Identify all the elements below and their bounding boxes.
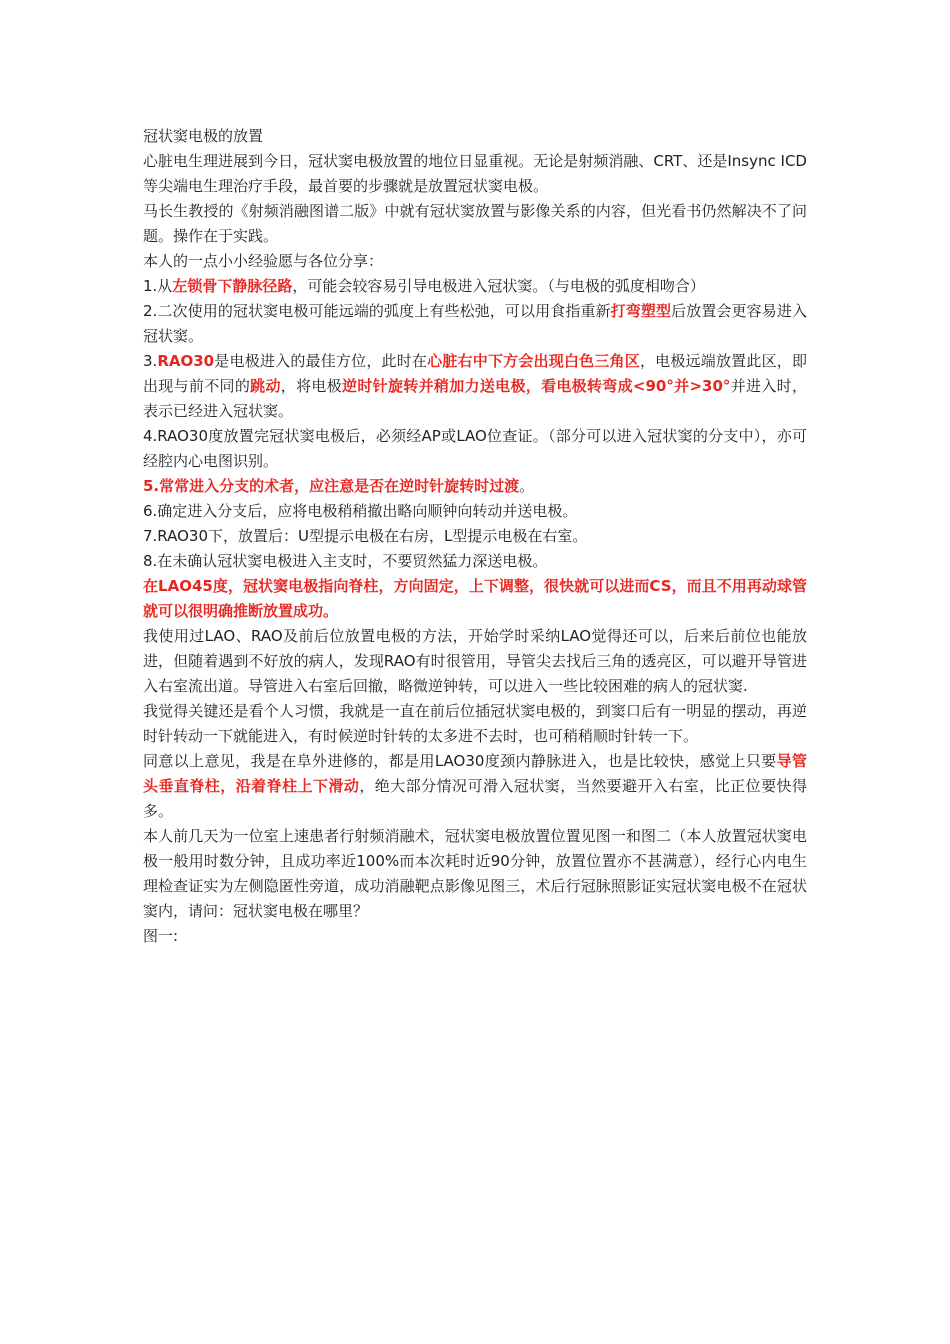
highlight-text: 跳动 bbox=[250, 377, 281, 395]
text-run: 1.从 bbox=[143, 277, 173, 295]
paragraph-habit: 我觉得关键还是看个人习惯，我就是一直在前后位插冠状窦电极的，到窦口后有一明显的摆动，再逆时针转动一下就能进入，有时候逆时针转的太多进不去时，也可稍稍顺时针转一下。 bbox=[143, 702, 807, 745]
list-item-1 bbox=[143, 274, 807, 299]
highlight-text: RAO30 bbox=[157, 352, 215, 370]
text-run: 。 bbox=[519, 477, 535, 495]
list-item-2 bbox=[143, 299, 807, 349]
paragraph-intro: 心脏电生理进展到今日，冠状窦电极放置的地位日显重视。无论是射频消融、CRT、还是Insync ICD等尖端电生理治疗手段，最首要的步骤就是放置冠状窦电极。 bbox=[143, 152, 807, 195]
text-run: ，将电极 bbox=[280, 377, 343, 395]
paragraph-reference: 马长生教授的《射频消融图谱二版》中就有冠状窦放置与影像关系的内容，但光看书仍然解决不了问题。操作在于实践。 bbox=[143, 202, 807, 245]
paragraph-case: 本人前几天为一位室上速患者行射频消融术，冠状窦电极放置位置见图一和图二（本人放置冠状窦电极一般用时数分钟，且成功率近100%而本次耗时近90分钟，放置位置亦不甚满意），经行心内电生理检查证实为左侧隐匿性旁道，成功消融靶点影像见图三，术后行冠脉照影证实冠状窦电极不在冠状窦内，请问：冠状窦电极在哪里？ bbox=[143, 827, 807, 920]
document-body bbox=[143, 124, 807, 949]
paragraph-agree bbox=[143, 749, 807, 824]
text-run: 是电极进入的最佳方位，此时在 bbox=[214, 352, 428, 370]
highlight-text: 导管头垂直脊柱，沿着脊柱上下滑动 bbox=[143, 752, 807, 795]
paragraph-experience: 我使用过LAO、RAO及前后位放置电极的方法，开始学时采纳LAO觉得还可以，后来后前位也能放进，但随着遇到不好放的病人，发现RAO有时很管用，导管尖去找后三角的透亮区，可以避开导管进入右室流出道。导管进入右室后回撤，略微逆钟转，可以进入一些比较困难的病人的冠状窦. bbox=[143, 627, 807, 695]
highlight-text: 常常进入分支的术者，应注意是否在逆时针旋转时过渡 bbox=[159, 477, 520, 495]
text-run: 3. bbox=[143, 352, 158, 370]
doc-title: 冠状窦电极的放置 bbox=[143, 127, 264, 145]
figure-label: 图一: bbox=[143, 927, 179, 945]
list-item-6: 6.确定进入分支后，应将电极稍稍撤出略向顺钟向转动并送电极。 bbox=[143, 502, 578, 520]
text-run: 同意以上意见，我是在阜外进修的，都是用LAO30度颈内静脉进入，也是比较快，感觉上只要 bbox=[143, 752, 777, 770]
text-run: 后放置会更容易进入冠状窦。 bbox=[143, 302, 807, 345]
list-item-5 bbox=[143, 474, 807, 499]
highlight-text: 逆时针旋转并稍加力送电极，看电极转弯成<90°并>30° bbox=[342, 377, 731, 395]
highlight-text: 5. bbox=[143, 477, 160, 495]
list-item-lao45: 在LAO45度，冠状窦电极指向脊柱，方向固定，上下调整，很快就可以进而CS，而且不用再动球管就可以很明确推断放置成功。 bbox=[143, 577, 807, 620]
text-run: ，可能会较容易引导电极进入冠状窦。（与电极的弧度相吻合） bbox=[292, 277, 705, 295]
paragraph-share: 本人的一点小小经验愿与各位分享： bbox=[143, 252, 384, 270]
text-run: ，绝大部分情况可滑入冠状窦，当然要避开入右室，比正位要快得多。 bbox=[143, 777, 807, 820]
list-item-4: 4.RAO30度放置完冠状窦电极后，必须经AP或LAO位查证。（部分可以进入冠状窦的分支中），亦可经腔内心电图识别。 bbox=[143, 427, 807, 470]
list-item-3 bbox=[143, 349, 807, 424]
text-run: ，电极远端放置此区，即出现与前不同的 bbox=[143, 352, 807, 395]
text-run: 2.二次使用的冠状窦电极可能远端的弧度上有些松弛，可以用食指重新 bbox=[143, 302, 611, 320]
list-item-8: 8.在未确认冠状窦电极进入主支时，不要贸然猛力深送电极。 bbox=[143, 552, 548, 570]
highlight-text: 左锁骨下静脉径路 bbox=[172, 277, 293, 295]
highlight-text: 打弯塑型 bbox=[610, 302, 672, 320]
highlight-text: 心脏右中下方会出现白色三角区 bbox=[427, 352, 640, 370]
list-item-7: 7.RAO30下，放置后：U型提示电极在右房，L型提示电极在右室。 bbox=[143, 527, 588, 545]
text-run: 并进入时，表示已经进入冠状窦。 bbox=[143, 377, 807, 420]
